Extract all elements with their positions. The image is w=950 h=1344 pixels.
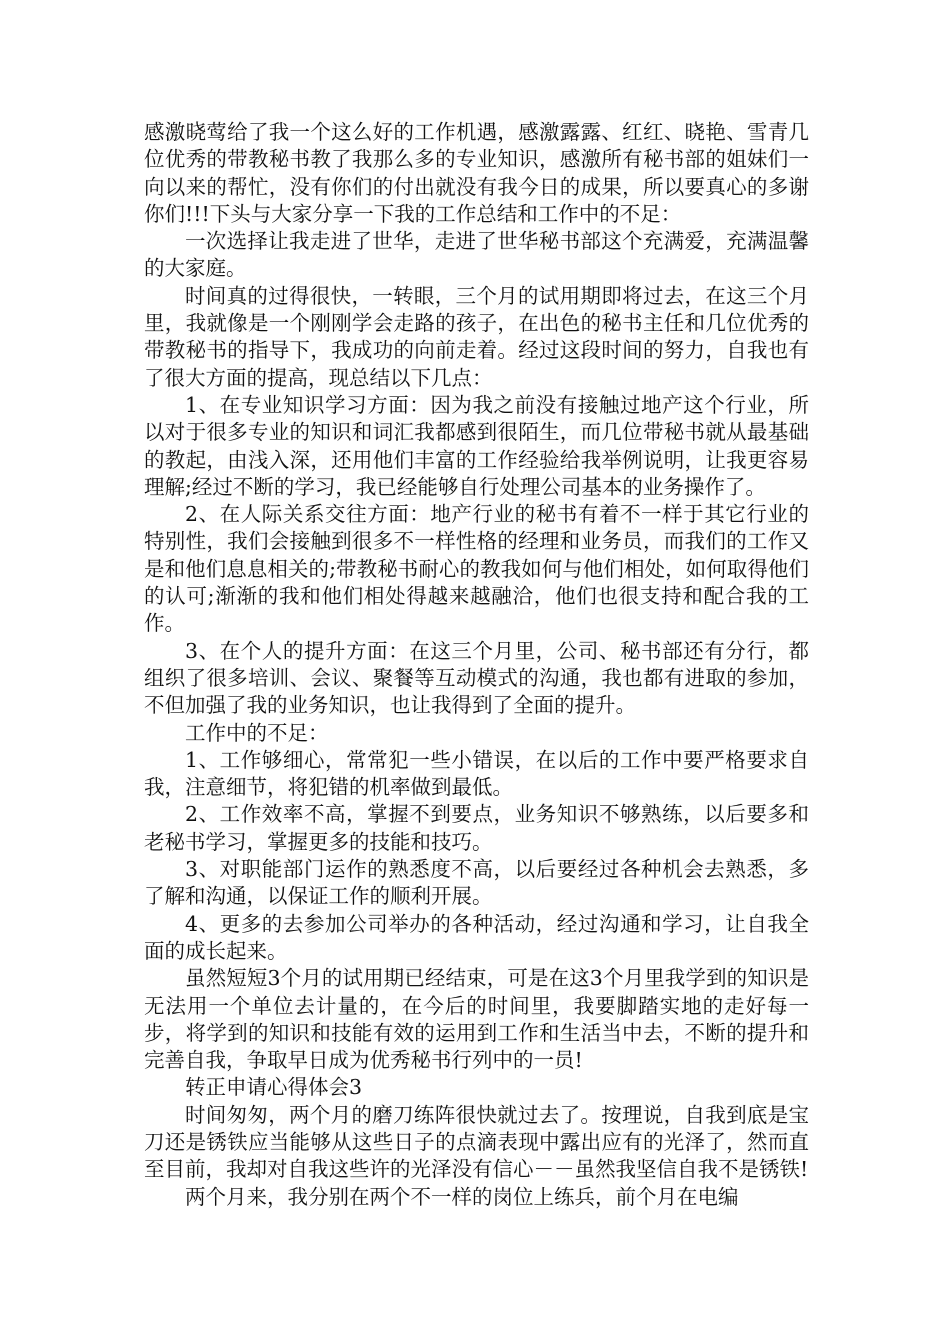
paragraph-shortcomings-heading: 工作中的不足： xyxy=(185,720,329,745)
paragraph-conclusion: 虽然短短3个月的试用期已经结束，可是在这3个月里我学到的知识是无法用一个单位去计量的，在今后的时间里，我要脚踏实地的走好每一步，将学到的知识和技能有效的运用到工作和生活当中去，不断的提升和完善自我，争取早日成为优秀秘书行列中的一员! xyxy=(144,966,809,1073)
paragraph-point-1: 1、在专业知识学习方面：因为我之前没有接触过地产这个行业，所以对于很多专业的知识和词汇我都感到很陌生，而几位带秘书就从最基础的教起，由浅入深，还用他们丰富的工作经验给我举例说明，让我更容易理解;经过不断的学习，我已经能够自行处理公司基本的业务操作了。 xyxy=(144,392,809,499)
paragraph-time-passes: 时间匆匆，两个月的磨刀练阵很快就过去了。按理说，自我到底是宝刀还是锈铁应当能够从这些日子的点滴表现中露出应有的光泽了，然而直至目前，我却对自我这些许的光泽没有信心－－虽然我坚信自我不是锈铁! xyxy=(144,1102,809,1182)
paragraph-thanks: 感激晓莺给了我一个这么好的工作机遇，感激露露、红红、晓艳、雪青几位优秀的带教秘书教了我那么多的专业知识，感激所有秘书部的姐妹们一向以来的帮忙，没有你们的付出就没有我今日的成果，所以要真心的多谢你们!!!下头与大家分享一下我的工作总结和工作中的不足： xyxy=(144,120,809,226)
paragraph-shortcoming-3: 3、对职能部门运作的熟悉度不高，以后要经过各种机会去熟悉，多了解和沟通，以保证工作的顺利开展。 xyxy=(144,857,809,909)
paragraph-choice: 一次选择让我走进了世华，走进了世华秘书部这个充满爱，充满温馨的大家庭。 xyxy=(144,229,809,281)
paragraph-two-months: 两个月来，我分别在两个不一样的岗位上练兵，前个月在电编 xyxy=(185,1184,739,1209)
paragraph-point-2: 2、在人际关系交往方面：地产行业的秘书有着不一样于其它行业的特别性，我们会接触到很多不一样性格的经理和业务员，而我们的工作又是和他们息息相关的;带教秘书耐心的教我如何与他们相处，如何取得他们的认可;渐渐的我和他们相处得越来越融洽，他们也很支持和配合我的工作。 xyxy=(144,502,809,636)
paragraph-point-3: 3、在个人的提升方面：在这三个月里，公司、秘书部还有分行，都组织了很多培训、会议、聚餐等互动模式的沟通，我也都有进取的参加，不但加强了我的业务知识，也让我得到了全面的提升。 xyxy=(144,638,809,718)
document-body xyxy=(144,119,809,1211)
paragraph-shortcoming-4: 4、更多的去参加公司举办的各种活动，经过沟通和学习，让自我全面的成长起来。 xyxy=(144,911,809,963)
paragraph-time-flies: 时间真的过得很快，一转眼，三个月的试用期即将过去，在这三个月里，我就像是一个刚刚学会走路的孩子，在出色的秘书主任和几位优秀的带教秘书的指导下，我成功的向前走着。经过这段时间的努力，自我也有了很大方面的提高，现总结以下几点： xyxy=(144,283,809,390)
paragraph-shortcoming-1: 1、工作够细心，常常犯一些小错误，在以后的工作中要严格要求自我，注意细节，将犯错的机率做到最低。 xyxy=(144,747,809,800)
section-heading: 转正申请心得体会3 xyxy=(185,1075,363,1100)
paragraph-shortcoming-2: 2、工作效率不高，掌握不到要点，业务知识不够熟练，以后要多和老秘书学习，掌握更多的技能和技巧。 xyxy=(144,802,809,854)
